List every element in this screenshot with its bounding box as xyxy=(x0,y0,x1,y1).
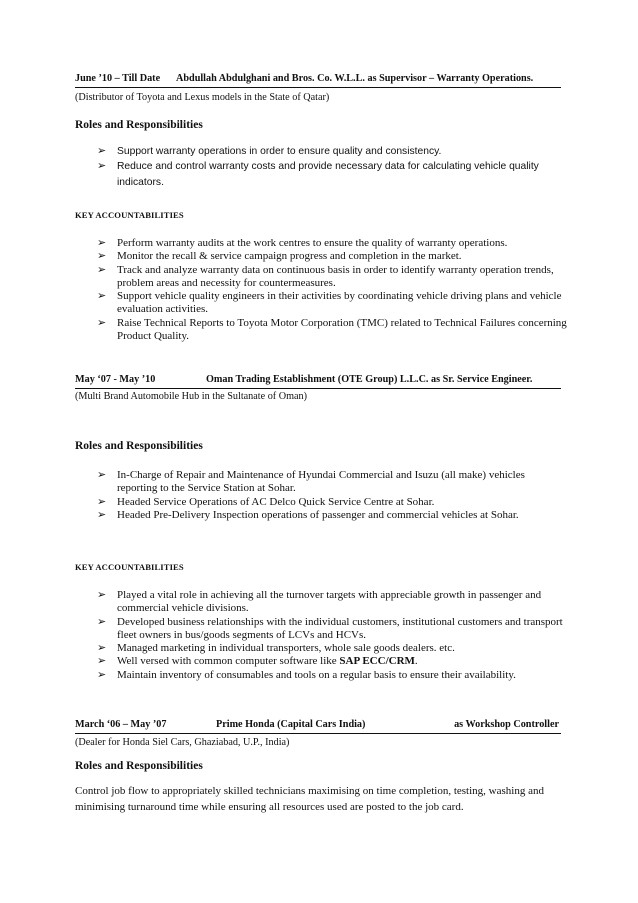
job-role-3: as Workshop Controller xyxy=(454,719,559,730)
bullet-arrow-icon: ➢ xyxy=(97,615,107,628)
roles-heading-3: Roles and Responsibilities xyxy=(75,760,203,772)
bullet-arrow-icon: ➢ xyxy=(97,316,107,329)
key-list-1 xyxy=(97,237,567,343)
key-list-2 xyxy=(97,589,567,682)
bullet-arrow-icon: ➢ xyxy=(97,642,107,655)
bullet-arrow-icon: ➢ xyxy=(97,508,107,521)
list-item: ➢ Reduce and control warranty costs and provide necessary data for calculating vehicle quality indicators. xyxy=(97,160,539,188)
bullet-arrow-icon: ➢ xyxy=(97,469,107,481)
list-item: ➢ Support vehicle quality engineers in their activities by coordinating vehicle driving plans and vehicle evaluation activities. xyxy=(97,290,562,316)
list-item: ➢ In-Charge of Repair and Maintenance of Hyundai Commercial and Isuzu (all make) vehicles reporting to the Service Station at Sohar. xyxy=(97,469,525,495)
list-item: ➢ Support warranty operations in order to ensure quality and consistency. xyxy=(97,144,567,159)
bullet-arrow-icon: ➢ xyxy=(97,655,107,668)
job-date-3: March ‘06 – May ’07 xyxy=(75,719,167,730)
roles-list-1 xyxy=(97,144,567,190)
job-date-1: June ’10 – Till Date xyxy=(75,73,161,84)
job-subtitle-2: (Multi Brand Automobile Hub in the Sultanate of Oman) xyxy=(75,391,308,402)
list-item: ➢ Track and analyze warranty data on continuous basis in order to identify warranty operation trends, problem areas and necessity for countermeasures. xyxy=(97,263,554,289)
list-item: ➢ Headed Service Operations of AC Delco Quick Service Centre at Sohar. xyxy=(97,495,435,508)
bullet-arrow-icon: ➢ xyxy=(97,263,107,276)
list-item: ➢ Managed marketing in individual transporters, whole sale goods dealers. etc. xyxy=(97,642,455,655)
list-item: ➢ Developed business relationships with the individual customers, institutional customers and transport fleet owners in bus/goods segments of LCVs and HCVs. xyxy=(97,615,563,641)
bold-software: SAP ECC/CRM xyxy=(339,655,415,668)
list-item: ➢ Maintain inventory of consumables and tools on a regular basis to ensure their availability. xyxy=(97,668,516,681)
bullet-arrow-icon: ➢ xyxy=(97,589,107,601)
job-header-3 xyxy=(75,719,561,734)
roles-heading-2: Roles and Responsibilities xyxy=(75,440,203,452)
bullet-arrow-icon: ➢ xyxy=(97,668,107,681)
job-subtitle-3: (Dealer for Honda Siel Cars, Ghaziabad, U.P., India) xyxy=(75,737,290,748)
job-subtitle-1: (Distributor of Toyota and Lexus models in the State of Qatar) xyxy=(75,92,330,103)
key-heading-2: KEY ACCOUNTABILITIES xyxy=(75,562,184,572)
job-company-3: Prime Honda (Capital Cars India) xyxy=(216,719,366,730)
key-heading-1: KEY ACCOUNTABILITIES xyxy=(75,210,184,220)
job-company-2: Oman Trading Establishment (OTE Group) L.L.C. as Sr. Service Engineer. xyxy=(206,374,533,385)
list-item: ➢ Well versed with common computer software like SAP ECC/CRM. xyxy=(97,655,418,668)
list-item: ➢ Monitor the recall & service campaign progress and completion in the market. xyxy=(97,250,462,263)
bullet-arrow-icon: ➢ xyxy=(97,237,107,249)
job-header-1 xyxy=(75,73,561,88)
job-date-2: May ‘07 - May ’10 xyxy=(75,374,156,385)
roles-heading-1: Roles and Responsibilities xyxy=(75,119,203,131)
list-item: ➢ Headed Pre-Delivery Inspection operations of passenger and commercial vehicles at Sohar. xyxy=(97,508,519,521)
roles-paragraph-3: Control job flow to appropriately skilled technicians maximising on time completion, testing, washing and minimising turnaround time while ensuring all resources used are posted to the job card. xyxy=(75,785,544,813)
bullet-arrow-icon: ➢ xyxy=(97,160,107,173)
bullet-arrow-icon: ➢ xyxy=(97,290,107,303)
bullet-arrow-icon: ➢ xyxy=(97,145,107,157)
list-item: ➢ Played a vital role in achieving all the turnover targets with appreciable growth in passenger and commercial vehicle divisions. xyxy=(97,589,542,615)
job-header-2 xyxy=(75,374,561,389)
job-company-1: Abdullah Abdulghani and Bros. Co. W.L.L. as Supervisor – Warranty Operations. xyxy=(176,73,534,84)
list-item: ➢ Raise Technical Reports to Toyota Motor Corporation (TMC) related to Technical Failures concerning Product Quality. xyxy=(97,316,567,343)
bullet-arrow-icon: ➢ xyxy=(97,495,107,508)
bullet-arrow-icon: ➢ xyxy=(97,250,107,263)
list-item: ➢ Perform warranty audits at the work centres to ensure the quality of warranty operations. xyxy=(97,237,508,249)
roles-list-2 xyxy=(97,469,567,522)
